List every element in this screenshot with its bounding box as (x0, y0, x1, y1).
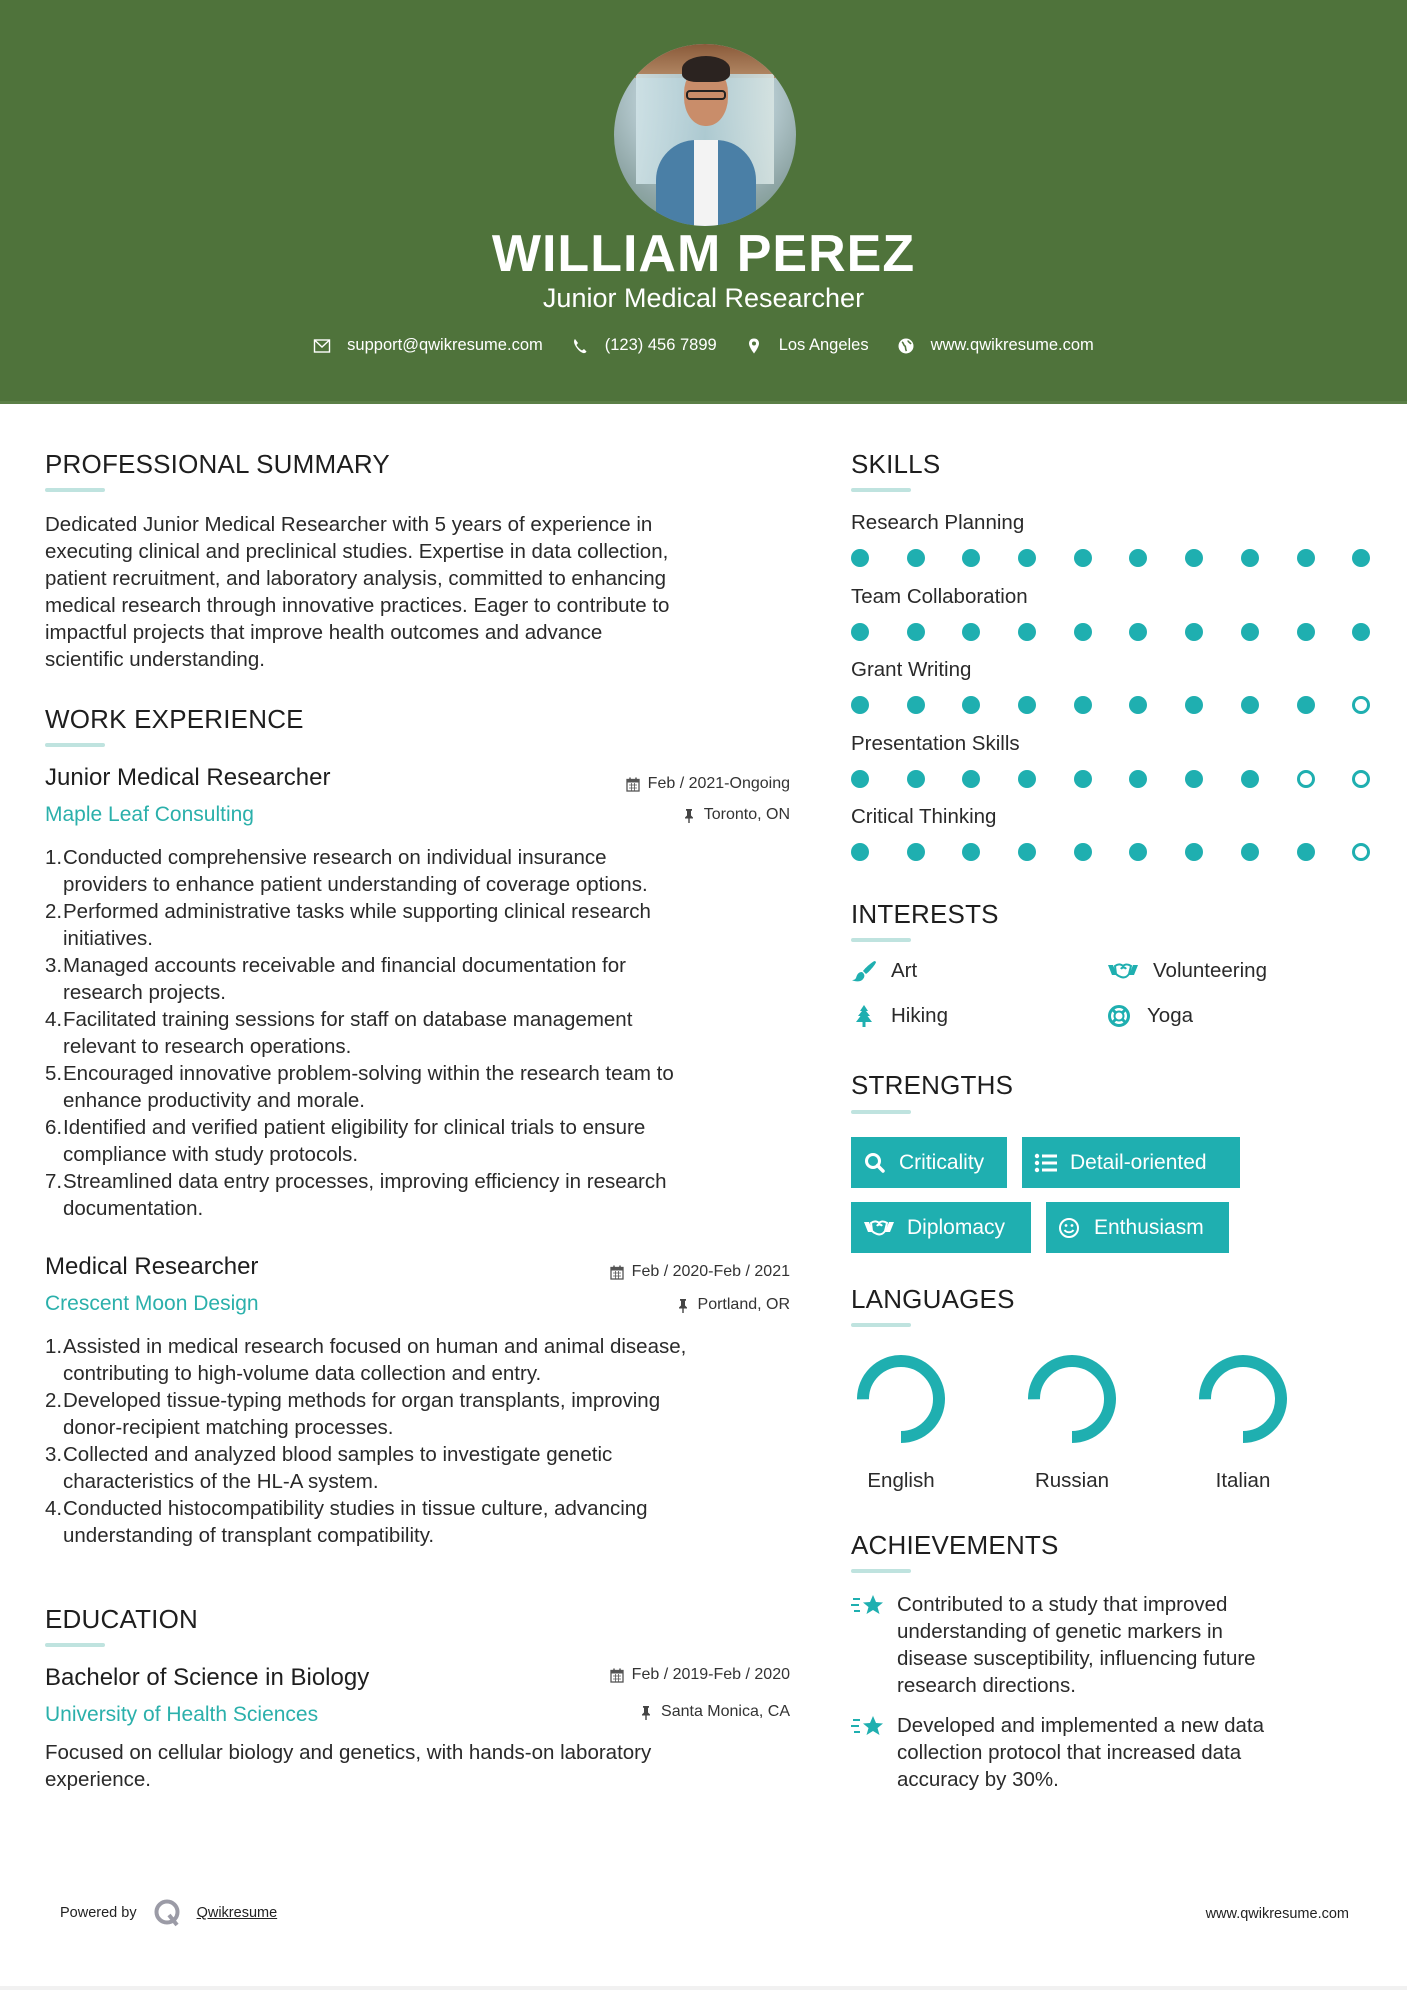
job-title: Medical Researcher (45, 1253, 259, 1280)
rating-dot-filled (1185, 696, 1203, 714)
contact-email-text: support@qwikresume.com (347, 336, 543, 354)
strength-chip-criticality: Criticality (851, 1137, 1007, 1188)
rating-dot-filled (1352, 549, 1370, 567)
calendar-icon (610, 1265, 624, 1280)
rating-dot-filled (962, 843, 980, 861)
rating-dot-filled (1185, 623, 1203, 641)
job-location (682, 806, 790, 824)
list-item: 6. Identified and verified patient eligibility for clinical trials to ensure compliance with study protocols. (45, 1116, 646, 1166)
contact-phone[interactable] (571, 336, 717, 355)
work-heading: WORK EXPERIENCE (45, 704, 304, 734)
interest-item-yoga: Yoga (1107, 1004, 1193, 1028)
rating-dot-filled (1129, 770, 1147, 788)
rating-dot-filled (1241, 696, 1259, 714)
languages-heading: LANGUAGES (851, 1284, 1015, 1314)
handshake-icon (863, 1217, 895, 1239)
rating-dot-filled (1074, 623, 1092, 641)
rating-dot-empty (1352, 843, 1370, 861)
list-item: 5. Encouraged innovative problem-solving within the research team to enhance productivity and morale. (45, 1062, 674, 1112)
job-title: Junior Medical Researcher (45, 764, 331, 791)
strengths-heading: STRENGTHS (851, 1070, 1014, 1100)
smile-icon (1058, 1217, 1082, 1239)
candidate-name: WILLIAM PEREZ (491, 225, 916, 283)
skill-label: Research Planning (851, 511, 1025, 534)
rating-dot-filled (907, 843, 925, 861)
list-item: 7. Streamlined data entry processes, improving efficiency in research documentation. (45, 1170, 667, 1220)
powered-by (60, 1898, 277, 1928)
achievements-underline (851, 1569, 911, 1573)
summary-line: impactful projects that improve health outcomes and advance (45, 621, 603, 644)
rating-dot-filled (1074, 549, 1092, 567)
contact-location-text: Los Angeles (778, 336, 869, 354)
job-location-text: Toronto, ON (703, 806, 790, 823)
rating-dot-filled (962, 770, 980, 788)
company-name: Crescent Moon Design (45, 1292, 259, 1315)
pushpin-icon (682, 808, 696, 823)
skill-label: Grant Writing (851, 658, 972, 681)
list-item: 4. Conducted histocompatibility studies in tissue culture, advancing understanding of transplant compatibility. (45, 1497, 648, 1547)
search-icon (863, 1152, 887, 1174)
rating-dot-filled (962, 549, 980, 567)
achievement-text: Developed and implemented a new data collection protocol that increased data accuracy by 30%. (897, 1714, 1264, 1791)
interest-item-art: Art (851, 959, 917, 983)
list-item: 4. Facilitated training sessions for staff on database management relevant to research operations. (45, 1008, 633, 1058)
calendar-icon (610, 1668, 624, 1683)
page-bottom-rule (0, 1986, 1407, 1990)
strength-chip-diplomacy: Diplomacy (851, 1202, 1031, 1253)
summary-text (45, 511, 805, 673)
summary-underline (45, 488, 105, 492)
rating-dot-filled (851, 770, 869, 788)
paintbrush-icon (851, 960, 877, 982)
summary-heading: PROFESSIONAL SUMMARY (45, 449, 390, 479)
rating-dot-filled (1018, 696, 1036, 714)
language-progress-ring (1195, 1351, 1291, 1447)
rating-dot-empty (1297, 770, 1315, 788)
rating-dot-filled (907, 696, 925, 714)
rating-dot-filled (1241, 770, 1259, 788)
interests-heading: INTERESTS (851, 899, 999, 929)
skills-heading: SKILLS (851, 449, 941, 479)
rating-dot-filled (1185, 549, 1203, 567)
rating-dot-filled (1297, 696, 1315, 714)
achievements-heading: ACHIEVEMENTS (851, 1530, 1059, 1560)
list-item: 1. Conducted comprehensive research on individual insurance providers to enhance patient understanding of coverage options. (45, 846, 648, 896)
phone-icon (571, 337, 589, 355)
language-label: English (867, 1469, 935, 1492)
school-name: University of Health Sciences (45, 1703, 319, 1726)
rating-dot-filled (1018, 843, 1036, 861)
skill-rating (851, 549, 1407, 567)
resume-header (0, 0, 1407, 404)
company-name: Maple Leaf Consulting (45, 803, 254, 826)
rating-dot-filled (1185, 843, 1203, 861)
life-ring-icon (1107, 1005, 1133, 1027)
qwikresume-link[interactable]: Qwikresume (196, 1905, 278, 1921)
job-dates (610, 1263, 790, 1281)
contact-email[interactable] (313, 336, 543, 355)
rating-dot-filled (1297, 843, 1315, 861)
powered-by-label: Powered by (60, 1905, 137, 1921)
rating-dot-filled (1297, 549, 1315, 567)
interest-item-hiking: Hiking (851, 1004, 948, 1028)
rating-dot-filled (1241, 549, 1259, 567)
avatar-shirt (694, 140, 718, 226)
job-location (676, 1296, 790, 1314)
list-item: 2. Developed tissue-typing methods for organ transplants, improving donor-recipient matching processes. (45, 1389, 661, 1439)
language-item (1183, 1351, 1303, 1493)
language-progress-ring (1024, 1351, 1120, 1447)
rating-dot-filled (1297, 623, 1315, 641)
avatar (614, 44, 796, 226)
candidate-role: Junior Medical Researcher (542, 283, 865, 313)
skill-label: Critical Thinking (851, 805, 997, 828)
language-item (841, 1351, 961, 1493)
interest-item-volunteering: Volunteering (1107, 959, 1267, 983)
rating-dot-filled (1018, 770, 1036, 788)
job-bullets (45, 844, 805, 1222)
rating-dot-filled (962, 623, 980, 641)
rating-dot-filled (1018, 549, 1036, 567)
job-dates (626, 775, 790, 793)
pushpin-icon (639, 1705, 653, 1720)
shooting-star-icon (851, 1593, 885, 1619)
calendar-icon (626, 777, 640, 792)
list-icon (1034, 1152, 1058, 1174)
rating-dot-filled (907, 770, 925, 788)
education-dates (610, 1666, 790, 1684)
language-progress-ring (853, 1351, 949, 1447)
education-underline (45, 1643, 105, 1647)
language-label: Russian (1034, 1469, 1110, 1492)
job-dates-text: Feb / 2021-Ongoing (647, 775, 790, 792)
contact-website-text: www.qwikresume.com (930, 336, 1094, 354)
education-description: Focused on cellular biology and genetics, with hands-on laboratory experience. (45, 1741, 652, 1791)
education-dates-text: Feb / 2019-Feb / 2020 (631, 1666, 790, 1683)
list-item: 3. Managed accounts receivable and financial documentation for research projects. (45, 954, 626, 1004)
globe-icon (897, 337, 915, 355)
contact-bar (0, 336, 1407, 355)
list-item: 3. Collected and analyzed blood samples to investigate genetic characteristics of the HL-A system. (45, 1443, 613, 1493)
strengths-underline (851, 1110, 911, 1114)
rating-dot-filled (1352, 623, 1370, 641)
interests-underline (851, 938, 911, 942)
achievement-item (851, 1712, 1371, 1793)
rating-dot-filled (1241, 623, 1259, 641)
tree-icon (851, 1005, 877, 1027)
achievement-item (851, 1591, 1371, 1699)
summary-line: executing clinical and preclinical studies. Expertise in data collection, (45, 540, 669, 563)
rating-dot-filled (1018, 623, 1036, 641)
shooting-star-icon (851, 1714, 885, 1740)
rating-dot-empty (1352, 770, 1370, 788)
degree-title: Bachelor of Science in Biology (45, 1664, 370, 1691)
skill-rating (851, 843, 1407, 861)
rating-dot-filled (1129, 843, 1147, 861)
skill-label: Presentation Skills (851, 731, 1020, 755)
education-location (639, 1703, 790, 1721)
education-heading: EDUCATION (45, 1604, 198, 1634)
contact-website[interactable] (897, 336, 1094, 355)
rating-dot-filled (1074, 696, 1092, 714)
rating-dot-filled (962, 696, 980, 714)
rating-dot-filled (1129, 623, 1147, 641)
job-dates-text: Feb / 2020-Feb / 2021 (631, 1263, 790, 1280)
summary-line: patient recruitment, and laboratory analysis, committed to enhancing (45, 567, 667, 590)
languages-underline (851, 1323, 911, 1327)
handshake-icon (1107, 960, 1139, 982)
rating-dot-filled (907, 623, 925, 641)
envelope-icon (313, 337, 331, 355)
summary-line: scientific understanding. (45, 648, 265, 671)
contact-location (745, 336, 869, 355)
language-item (1012, 1351, 1132, 1493)
rating-dot-filled (851, 843, 869, 861)
summary-line: Dedicated Junior Medical Researcher with 5 years of experience in (45, 513, 653, 536)
list-item: 2. Performed administrative tasks while supporting clinical research initiatives. (45, 900, 651, 950)
job-location-text: Portland, OR (697, 1296, 790, 1313)
summary-line: medical research through innovative practices. Eager to contribute to (45, 594, 670, 617)
language-label: Italian (1215, 1469, 1271, 1492)
rating-dot-filled (1074, 843, 1092, 861)
rating-dot-filled (1074, 770, 1092, 788)
list-item: 1. Assisted in medical research focused on human and animal disease, contributing to high-volume data collection and entry. (45, 1335, 687, 1385)
rating-dot-filled (851, 549, 869, 567)
rating-dot-filled (1241, 843, 1259, 861)
rating-dot-filled (1185, 770, 1203, 788)
skills-underline (851, 488, 911, 492)
achievement-text: Contributed to a study that improved understanding of genetic markers in disease susceptibility, influencing future research directions. (897, 1593, 1256, 1697)
skill-rating (851, 770, 1407, 788)
strength-chip-enthusiasm: Enthusiasm (1046, 1202, 1229, 1253)
avatar-glasses (686, 90, 726, 100)
strength-chip-detail-oriented: Detail-oriented (1022, 1137, 1240, 1188)
rating-dot-filled (1129, 696, 1147, 714)
rating-dot-filled (907, 549, 925, 567)
skill-rating (851, 696, 1407, 714)
map-marker-icon (745, 337, 763, 355)
skill-rating (851, 623, 1407, 641)
education-location-text: Santa Monica, CA (661, 1703, 790, 1720)
rating-dot-filled (851, 623, 869, 641)
skill-label: Team Collaboration (851, 584, 1028, 608)
rating-dot-filled (851, 696, 869, 714)
pushpin-icon (676, 1298, 690, 1313)
job-bullets (45, 1333, 805, 1549)
work-underline (45, 743, 105, 747)
footer-url[interactable]: www.qwikresume.com (1205, 1906, 1349, 1922)
avatar-hair (682, 56, 730, 82)
contact-phone-text: (123) 456 7899 (604, 336, 717, 354)
rating-dot-empty (1352, 696, 1370, 714)
qwikresume-logo-icon (153, 1898, 183, 1928)
rating-dot-filled (1129, 549, 1147, 567)
